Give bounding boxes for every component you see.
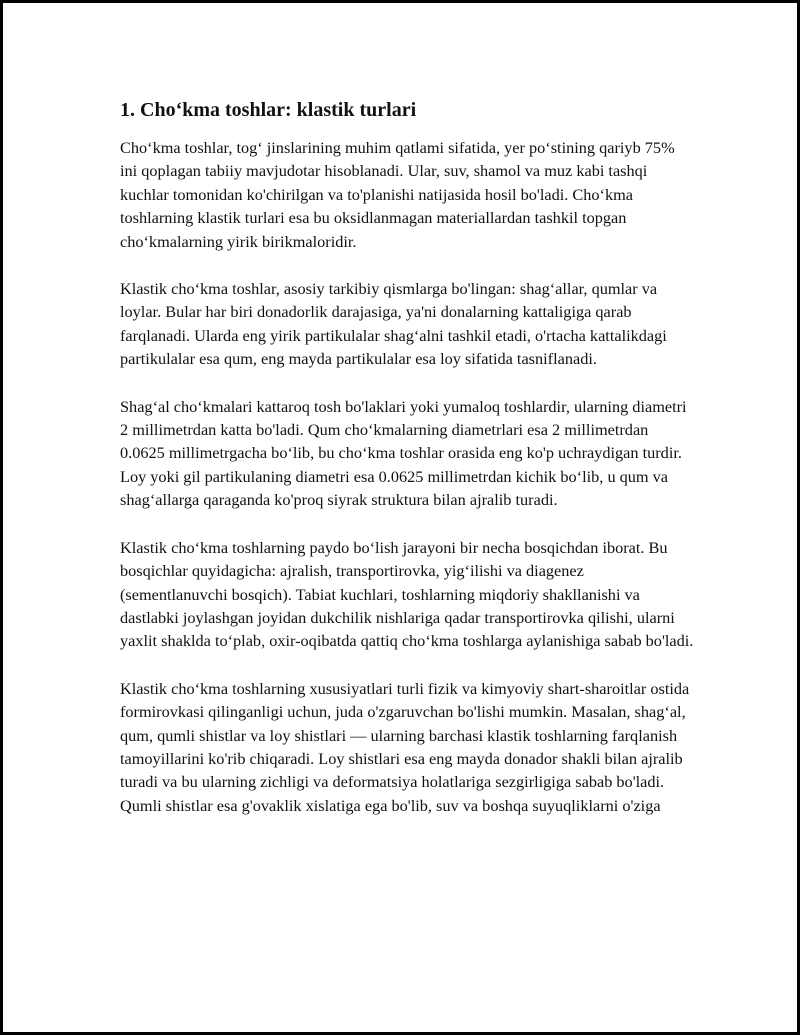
paragraph-properties: Klastik cho‘kma toshlarning xususiyatlari turli fizik va kimyoviy shart-sharoitlar ostida formirovkasi qilinganligi uchun, juda o'zgaruvchan bo'lishi mumkin. Masalan, shag‘al, qum, qumli shistlar va loy shistlari — ularning barchasi klastik toshlarning farqlanish tamoyillarini ko'rib chiqaradi. Loy shistlari esa eng mayda donador shakli bilan ajralib turadi va bu ularning zichligi va deformatsiya holatlariga sezgirligiga sabab bo'ladi. Qumli shistlar esa g'ovaklik xislatiga ega bo'lib, suv va boshqa suyuqliklarni o'ziga <box>120 678 690 815</box>
paragraph-intro: Cho‘kma toshlar, tog‘ jinslarining muhim qatlami sifatida, yer po‘stining qariyb 75% ini qoplagan tabiiy mavjudotar hisoblanadi. Ular, suv, shamol va muz kabi tashqi kuchlar tomonidan ko'chirilgan va to'planishi natijasida hosil bo'ladi. Cho‘kma toshlarning klastik turlari esa bu oksidlanmagan materiallardan tashkil topgan cho‘kmalarning yirik birikmaloridir. <box>120 138 675 251</box>
paragraph-formation: Klastik cho‘kma toshlarning paydo bo‘lish jarayoni bir necha bosqichdan iborat. Bu bosqichlar quyidagicha: ajralish, transportirovka, yig‘ilishi va diagenez (sementlanuvchi bosqich). Tabiat kuchlari, toshlarning miqdoriy shakllanishi va dastlabki joylashgan joyidan dukchilik nishlariga qadar transportirovka qilishi, ularni yaxlit shaklda to‘plab, oxir-oqibatda qattiq cho‘kma toshlarga aylanishiga sabab bo'ladi. <box>120 537 694 651</box>
section-heading: 1. Cho‘kma toshlar: klastik turlari <box>120 99 417 121</box>
paragraph-grain-sizes: Shag‘al cho‘kmalari kattaroq tosh bo'laklari yoki yumaloq toshlardir, ularning diametri 2 millimetrdan katta bo'ladi. Qum cho‘kmalarning diametrlari esa 2 millimetrdan 0.0625 millimetrgacha bo‘lib, bu cho‘kma toshlar orasida eng ko'p uchraydigan turdir. Loy yoki gil partikulaning diametri esa 0.0625 millimetrdan kichik bo‘lib, u qum va shag‘allarga qaraganda ko'proq siyrak struktura bilan ajralib turadi. <box>120 396 687 510</box>
paragraph-components: Klastik cho‘kma toshlar, asosiy tarkibiy qismlarga bo'lingan: shag‘allar, qumlar va loylar. Bular har biri donadorlik darajasiga, ya'ni donalarning kattaligiga qarab farqlanadi. Ularda eng yirik partikulalar shag‘alni tashkil etadi, o'rtacha kattalikdagi partikulalar esa qum, eng mayda partikulalar esa loy sifatida tasniflanadi. <box>120 279 667 369</box>
document-body <box>120 96 695 841</box>
